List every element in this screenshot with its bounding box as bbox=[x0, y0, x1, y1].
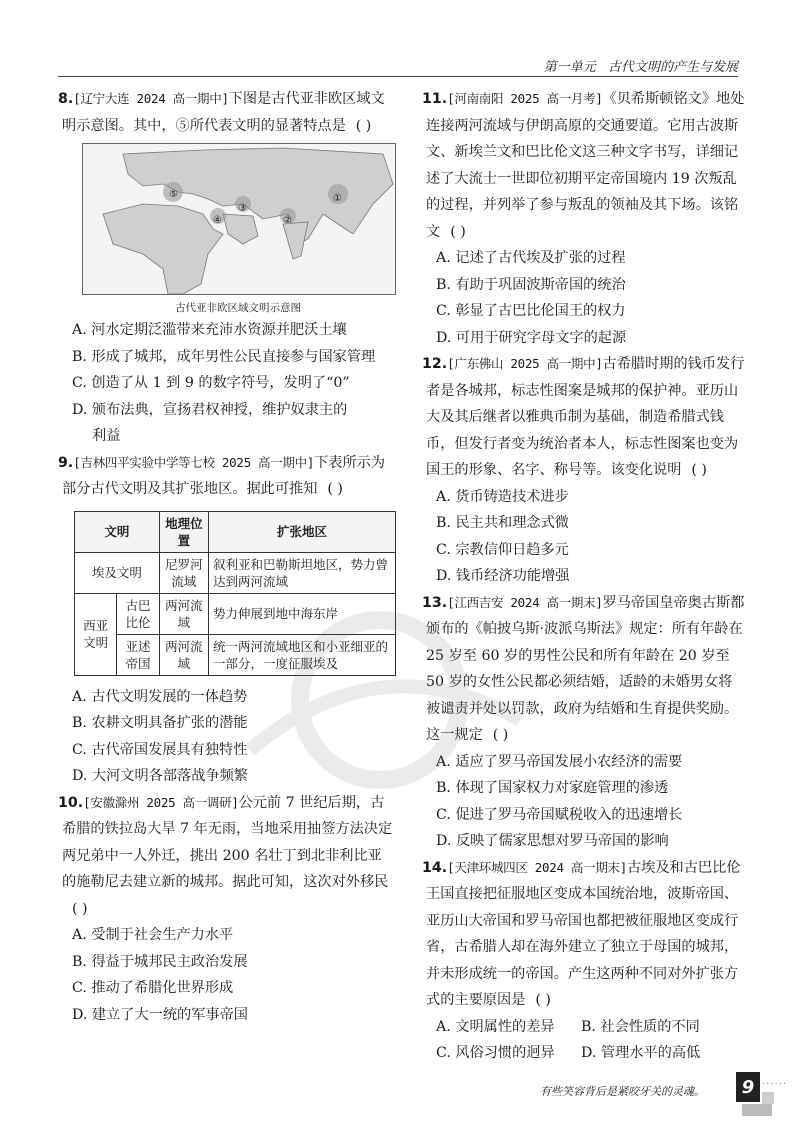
question-number: 13. bbox=[422, 594, 448, 611]
watermark-swoosh bbox=[250, 686, 520, 750]
question-12 bbox=[422, 351, 746, 590]
options bbox=[426, 484, 746, 590]
answer-paren: ( ) bbox=[691, 462, 707, 478]
option-d: D. 管理水平的高低 bbox=[581, 1045, 701, 1061]
ancient-civilization-map bbox=[82, 143, 396, 295]
table-header: 地理位置 bbox=[159, 511, 208, 552]
left-column bbox=[58, 86, 394, 1028]
question-stem: 公元前 7 世纪后期，古希腊的铁拉岛大旱 7 年无雨，当地采用抽签方法决定两兄弟中一人外迁，挑出 200 名壮丁到北非利比亚的施勒尼去建立新的城邦。据此可知，这次对外移民 bbox=[62, 794, 393, 890]
option-d: D. 建立了大一统的军事帝国 bbox=[72, 1006, 248, 1023]
answer-paren: ( ) bbox=[535, 992, 551, 1008]
question-source: [广东佛山 2025 高一期中] bbox=[447, 356, 603, 371]
question-number: 8. bbox=[58, 91, 74, 107]
answer-paren: ( ) bbox=[492, 727, 509, 743]
footer-quote: 有些笑容背后是紧咬牙关的灵魂。 bbox=[540, 1085, 705, 1098]
option-b: B. 形成了城邦，成年男性公民直接参与国家管理 bbox=[72, 348, 376, 365]
question-source: [吉林四平实验中学等七校 2025 高一期中] bbox=[73, 454, 315, 470]
question-stem: 古埃及和古巴比伦王国直接把征服地区变成本国统治地，波斯帝国、亚历山大帝国和罗马帝国也都把被征服地区变成行省，古希腊人却在海外建立了独立于母国的城邦，并未形成统一的帝国。产生这两种不同对外扩张方式的主要原因是 bbox=[426, 859, 741, 1008]
question-11 bbox=[422, 86, 746, 351]
map-marker: ⑤ bbox=[169, 189, 178, 200]
map-marker: ④ bbox=[213, 215, 222, 226]
options bbox=[62, 317, 394, 450]
map-marker: ② bbox=[283, 215, 292, 226]
option-b: B. 农耕文明具备扩张的潜能 bbox=[72, 715, 248, 731]
unit-title: 古代文明的产生与发展 bbox=[607, 60, 738, 75]
footer-dots: ······ bbox=[762, 1079, 788, 1090]
table-header-row bbox=[75, 511, 396, 552]
option-b: B. 有助于巩固波斯帝国的统治 bbox=[436, 276, 626, 293]
question-8 bbox=[58, 86, 394, 450]
option-c: C. 宗教信仰日趋多元 bbox=[436, 541, 569, 558]
question-source: [河南南阳 2025 高一月考] bbox=[447, 91, 603, 106]
table-row bbox=[75, 552, 396, 593]
table-cell: 西亚文明 bbox=[75, 593, 117, 675]
option-row bbox=[426, 1040, 746, 1067]
option-a: A. 适应了罗马帝国发展小农经济的需要 bbox=[436, 753, 683, 770]
question-source: [天津环城四区 2024 高一期末] bbox=[447, 859, 627, 875]
question-number: 9. bbox=[58, 454, 74, 471]
option-c: C. 风俗习惯的迥异 bbox=[436, 1045, 555, 1061]
question-stem: 下表所示为部分古代文明及其扩张地区。据此可推知 bbox=[62, 454, 386, 497]
option-d: D. 大河文明各部落战争频繁 bbox=[72, 768, 248, 784]
option-d: D. 可用于研究字母文字的起源 bbox=[436, 329, 627, 346]
option-c: C. 促进了罗马帝国赋税收入的迅速增长 bbox=[436, 806, 683, 823]
option-c: C. 古代帝国发展具有独特性 bbox=[72, 741, 248, 758]
options bbox=[62, 922, 394, 1028]
table-cell: 两河流域 bbox=[159, 593, 208, 634]
table-cell: 尼罗河流域 bbox=[159, 552, 208, 593]
option-a: A. 古代文明发展的一体趋势 bbox=[72, 688, 248, 705]
question-number: 12. bbox=[422, 356, 448, 372]
answer-paren: ( ) bbox=[355, 117, 372, 134]
table-cell: 亚述帝国 bbox=[117, 634, 159, 675]
question-number: 10. bbox=[58, 794, 84, 811]
option-c: C. 推动了希腊化世界形成 bbox=[72, 980, 234, 996]
corner-decoration bbox=[742, 1104, 772, 1116]
options bbox=[426, 245, 746, 351]
table-cell: 势力伸展到地中海东岸 bbox=[209, 593, 396, 634]
map-marker: ③ bbox=[238, 203, 247, 214]
option-b: B. 民主共和理念式微 bbox=[436, 515, 569, 531]
option-a: A. 受制于社会生产力水平 bbox=[72, 927, 234, 943]
right-column bbox=[422, 86, 746, 1067]
question-14 bbox=[422, 855, 746, 1067]
table-header: 文明 bbox=[75, 511, 160, 552]
option-d: D. 反映了儒家思想对罗马帝国的影响 bbox=[436, 833, 669, 849]
option-b: B. 体现了国家权力对家庭管理的渗透 bbox=[436, 780, 669, 796]
table-header: 扩张地区 bbox=[209, 511, 396, 552]
question-number: 14. bbox=[422, 859, 448, 876]
page-header bbox=[544, 56, 738, 75]
option-a: A. 文明属性的差异 bbox=[436, 1018, 555, 1035]
option-c: C. 彰显了古巴比伦国王的权力 bbox=[436, 303, 626, 319]
option-b: B. 社会性质的不同 bbox=[581, 1018, 700, 1035]
option-b: B. 得益于城邦民主政治发展 bbox=[72, 953, 248, 970]
corner-decoration bbox=[762, 1092, 774, 1104]
question-stem: 《贝希斯顿铭文》地处连接两河流域与伊朗高原的交通要道。它用古波斯文、新埃兰文和巴比伦文这三种文字书写，详细记述了大流士一世即位初期平定帝国境内 19 次叛乱的过程，并列举了参与叛乱的领袖及其下场。该铭文 bbox=[426, 91, 745, 240]
question-source: [辽宁大连 2024 高一期中] bbox=[73, 91, 229, 106]
question-source: [安徽滁州 2025 高一调研] bbox=[83, 794, 239, 810]
option-a: A. 货币铸造技术进步 bbox=[436, 488, 569, 505]
question-10 bbox=[58, 790, 394, 1029]
option-d: D. 钱币经济功能增强 bbox=[436, 568, 570, 584]
option-row bbox=[426, 1014, 746, 1041]
question-stem: 古希腊时期的钱币发行者是各城邦，标志性图案是城邦的保护神。亚历山大及其后继者以雅典币制为基础，制造希腊式钱币，但发行者变为统治者本人，标志性图案也变为国王的形象、名字、称号等。该变化说明 bbox=[426, 356, 745, 478]
page-number: 9 bbox=[736, 1072, 760, 1102]
header-rule bbox=[58, 76, 738, 77]
table-cell: 统一两河流域地区和小亚细亚的一部分，一度征服埃及 bbox=[209, 634, 396, 675]
table-cell: 叙利亚和巴勒斯坦地区，势力曾达到两河流域 bbox=[209, 552, 396, 593]
options bbox=[426, 1014, 746, 1067]
option-d: D. 颁布法典，宣扬君权神授，维护奴隶主的 bbox=[72, 401, 348, 418]
table-cell: 埃及文明 bbox=[75, 552, 160, 593]
question-number: 11. bbox=[422, 91, 448, 107]
question-source: [江西吉安 2024 高一期末] bbox=[447, 594, 603, 610]
option-a: A. 河水定期泛滥带来充沛水资源并肥沃土壤 bbox=[72, 322, 347, 338]
answer-paren: ( ) bbox=[327, 481, 343, 497]
watermark-logo bbox=[230, 600, 530, 800]
option-c: C. 创造了从 1 到 9 的数字符号，发明了“0” bbox=[72, 375, 350, 391]
option-a: A. 记述了古代埃及扩张的过程 bbox=[436, 250, 626, 266]
table-cell: 古巴比伦 bbox=[117, 593, 159, 634]
option-d-continued: 利益 bbox=[92, 428, 121, 444]
map-caption: 古代亚非欧区域文明示意图 bbox=[175, 302, 301, 314]
answer-paren: ( ) bbox=[72, 900, 88, 917]
question-stem: 罗马帝国皇帝奥古斯都颁布的《帕披乌斯·波派乌斯法》规定：所有年龄在 25 岁至 60 岁的男性公民和所有年龄在 20 岁至 50 岁的女性公民都必须结婚，适龄的未婚男女将被谴责并处以罚款，政府为结婚和生育提供奖励。这一规定 bbox=[426, 594, 745, 743]
question-stem: 下图是古代亚非欧区域文明示意图。其中，⑤所代表文明的显著特点是 bbox=[62, 91, 385, 134]
unit-label: 第一单元 bbox=[543, 60, 596, 75]
table-cell: 两河流域 bbox=[159, 634, 208, 675]
map-marker: ① bbox=[333, 193, 342, 204]
answer-paren: ( ) bbox=[450, 223, 466, 240]
